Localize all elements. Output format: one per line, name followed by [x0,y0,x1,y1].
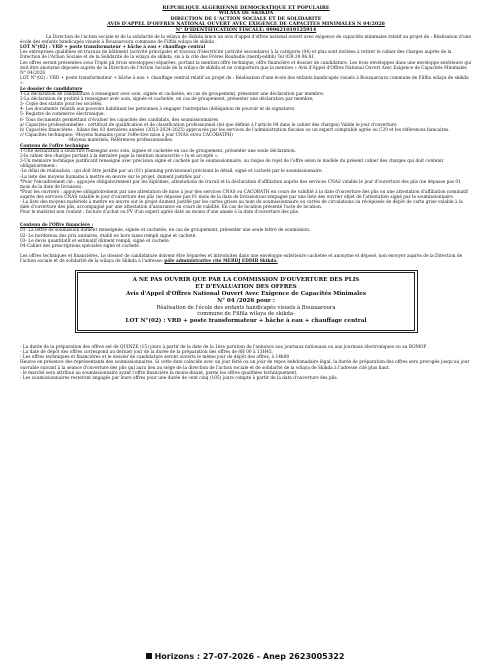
intro-paragraph: La Direction de l'action sociale et de la solidarité de la wilaya de Skikda lance un avis d'appel d'offres national ouvert avec exigence de capacités minimales relatif au projet de : Réalisation d'une école des enfants handicapés visuels à Bouzaaroura commune de Filfila wilaya de skikda . [20,35,472,46]
condition-item: - Les offres techniques et financières et le dossier de candidature seront ouverts le même jour de dépôt des offres, à 14h00 [20,355,290,361]
deposit-address: pôle administrative cité MERDJ EDDIB Skikda. [164,258,278,264]
tech-item: 2-le cahier des charges portant à la dernière page la mention manuscrite « lu et accepté ». [20,154,219,160]
dossier-item: 3- Copie des statuts pour les sociétés. [20,102,103,108]
header-avis: AVIS D'APPEL D'OFFRES NATIONAL OUVERT AVEC EXIGENCE DE CAPACITES MINIMALES N 04/2026 [107,21,385,28]
box-line-5: Réalisation de l'école des enfants handicapés visuels à Bouzaaroura [156,304,336,311]
deposit-text: Les offres techniques et financières, Le dossier de candidature doivent être Séparées et introduites dans une enveloppe extérieure cachetée et anonyme et déposé, non envoyer auprès de la Direction de l'action sociale et de solidarité de la wilaya de Skikda à l'adresse: [20,253,463,264]
dossier-item: 4- Les documents relatifs aux pouvoirs habilitant les personnes à engager l'entreprise (délégation de pouvoir et de signature). [20,107,296,113]
offers-lot-paragraph: LOT N°(02) : VRD + poste transformateur + bâche à eau + chauffage central relatif au projet de : Réalisation d'une école des enfants handicapés visuels à Bouzaaroura commune de Filfila wilaya de skikda ». [20,75,469,86]
dossier-title: Le dossier de candidature [20,86,83,92]
tech-item: 1-Une déclaration à souscrire renseigné avec soin, signée et cachetée en cas de groupement, présenter une seule déclaration. [20,149,297,155]
notice-header [20,6,472,33]
box-line-7: LOT N°(02) : VRD + poste transformateur + bâche à eau + chauffage central [125,317,367,324]
box-line-3: Avis d'Appel d'Offres National Ouvert Avec Exigence de Capacités Minimales [126,291,366,298]
offers-paragraph: Les offres seront présentées sous Triple pli (trois enveloppes) séparées, portant la mention offre technique, offre financière et dossier de candidature. Les trois enveloppes dans une enveloppe extérieure qui doit être anonyme déposée auprès de la Direction de l'Action Sociale de la wilaya de skikda et ne comportera que la mention « Avis d'Appel d'Offres National Ouvert Avec Exigence de Capacités Minimales N° 04/2026 [20,60,472,76]
footer-text: Horizons : 27-07-2026 - Anep 2623005322 [154,652,345,661]
dossier-item: -Moyens matériels, Références professionnelles. [20,137,174,143]
header-wilaya: WILAYA DE SKIKDA [218,10,274,17]
publication-footer [0,652,490,661]
condition-item: - La durée de la préparation des offres est de QUINZE (15) jours à partir de la date de la 1ère parution de l'annonce aux journaux nationaux ou aux journaux électroniques ou au BOMOP . [20,345,430,351]
tech-item: *Pour l'encadrement clé : appuyée obligatoirement par les diplômes, attestations de travail et la déclaration d'affiliation auprès des services CNAS valable le jour d'ouverture des plis (ne dépasse pas 01 mois de la date de livraison). [20,179,461,190]
envelope-box [77,272,415,330]
header-direction: DIRECTION DE L'ACTION SOCIALE ET DE SOLIDARITE [170,15,322,22]
header-republic: REPUBLIQUE ALGERIENNE DEMOCRATIQUE ET POPULAIRE [162,5,330,11]
financial-offer-title: Contenu de l'Offre financière : [20,223,94,229]
condition-item: - La date de dépôt des offres correspond au dernier jour de la durée de la préparation des offres de 8H 00 à 13H45. [20,350,273,356]
dossier-item: 1-La déclaration de candidature à renseigner avec soin, signée et cachetée, en cas de groupement, présenter une déclaration par membre; [20,92,325,98]
square-bullet-icon [146,653,152,659]
dossier-item: c/ Capacités techniques: -Moyens humains (pour l'effective mise à jour CNAS et/ou CACOBATPH) [20,132,233,138]
box-line-4: N° 04 /2026 pour : [217,297,275,304]
condition-item: Heures en présence des représentants des soumissionnaires. Si cette date coïncide avec un jour férié ou un jour de repos hebdomadaire légal, la durée de préparation des offres sera prorogée jusqu'au jour ouvrable suivant à la séance d'ouverture des plis qui aura lieu au siège de la direction de l'action sociale et de solidarité de la wilaya de Skikda à l'adresse cité plus haut. [20,360,470,371]
financial-item: 03- Le devis quantitatif et estimatif dûment rempli, signé et cacheté. [20,238,171,244]
financial-item: 02- Le bordereau des prix unitaires, établi en hors taxes rempli signé et cacheté. [20,233,197,239]
tech-item: -La liste des moyens humains à mettre en œuvre sur le projet, dument justifiés par : [20,174,204,180]
notice-content [20,6,472,381]
tech-item: -Le délai de réalisation : qui doit être justifié par un (01) planning prévisionnel précisant le détail, signé et cacheté par le soumissionnaire. [20,169,323,175]
box-line-1: A NE PAS OUVRIR QUE PAR LA COMMISSION D'OUVERTURE DES PLIS [132,277,360,284]
tech-item: *Pour les ouvriers : appuyée obligatoirement par une attestation de mise à jour des services CNAS ou CACOBATH en cours de validité à la date d'ouverture des plis ou une attestation d'affiliation nominatif auprès des services CNAS valable le jour d'ouverture des plis (ne dépasse pas 01 mois de la date de livraison)accompagné par une liste des ouvrier objet de l'attestation signé par le soumissionnaire. [20,189,468,200]
tech-item: Pour le matériel non roulant : facture d'achat ou PV d'un expert agréé daté au moins d'une année à la date d'ouverture des plis. [20,210,300,216]
dossier-item: 5- Registre de commerce électronique. [20,112,105,118]
dossier-item: 6- Tous documents permettant d'évaluer les capacités des candidats, des soumissionnaires [20,117,219,123]
dossier-item: 2-La déclaration de probité à renseigner avec soin, signée et cachetée, en cas de groupement, présenter une déclaration par membre; [20,97,314,103]
companies-paragraph: Les entreprises qualifiées en travaux de bâtiment (activité principale) et travaux d'électricité (activité secondaire) à la catégorie (04) et plus sont invitées à retirer le cahier des charges auprès de la Direction de l'Action Sociale et de la Solidarité de la wilaya de skikda, sis à la cité des Frères Rouhadis (merdj-eddib) Tel 039.39.96.81. [20,50,452,61]
header-fiscal-id: N° D'IDENTIFICATION FISCALE: 099621019125914 [175,26,317,33]
financial-item: 04-Cahier des prescriptions spéciales signé et cacheté. [20,243,141,249]
financial-item: 01- La lettre de soumission dûment renseignée, signée et cachetée, en cas de groupement, présenter une seule lettre de soumission. [20,228,311,234]
spacer [20,215,472,221]
condition-item: - Les soumissionnaires resteront engagés par leurs offres pour une durée de cent cinq (105) jours compté à partir de la date d'ouverture des plis. [20,375,338,381]
conditions-list [20,345,472,381]
lot-line: LOT N°(02) : VRD + poste transformateur + bâche à eau + chauffage central [20,45,206,51]
tech-offer-title: Contenu de l'offre technique [20,144,90,149]
deposit-paragraph [20,254,472,264]
envelope-box-outer [75,270,418,333]
tech-item: 3-Un mémoire technique justificatif renseigné avec précision signé et cacheté par le soumissionnaire, au risque de rejet de l'offre selon le modèle du présent cahier des charges qui doit contenir obligatoirement : [20,159,444,170]
dossier-item: a/ Capacités professionnelles : certificat de qualification et de classification professionnel.(tel que définie à l'article 04 dans le cahier des charges) Valide le jour d'ouverture [20,122,397,128]
condition-item: - le marché sera attribué au soumissionnaire ayant l'offre financière la moins-disant, parmi les offres qualifiées techniquement. [20,370,298,376]
box-line-2: ET D'EVALUATION DES OFFRES [195,284,297,291]
tech-item: - La liste des moyens matériels à mettre en œuvre sur le projet dument justifié par les cartes grises au nom du soumissionnaire ou cartes de circulations ou récépissés de dépôt de carte grise valable à la date d'ouverture des plis, accompagné par une attestation d'assurance en cours de validité. En cas de location présenté l'acte de location. [20,200,463,211]
dossier-item: b/ Capacités financières : bilans des 03 dernières années (2023-2024-2025) approuvés par les services de l'administration fiscales ou un expert comptable agrée ou C20 et les références bancaires. [20,127,450,133]
box-line-6: commune de Filfila wilaya de skikda- [197,311,295,318]
